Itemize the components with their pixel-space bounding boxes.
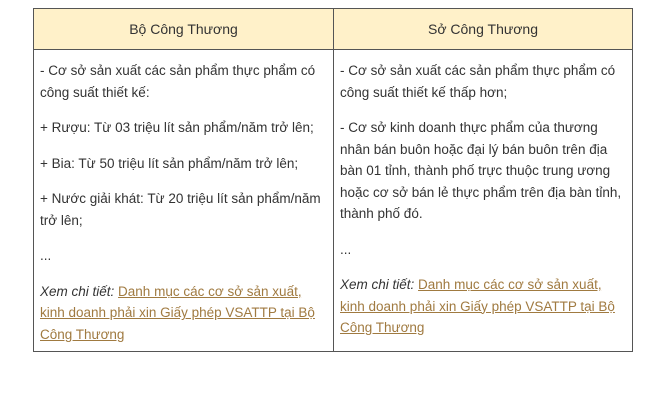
right-paragraph: ... bbox=[340, 241, 352, 257]
left-paragraph: + Bia: Từ 50 triệu lít sản phẩm/năm trở lên; bbox=[40, 155, 299, 171]
header-bo-cong-thuong: Bộ Công Thương bbox=[34, 9, 334, 50]
right-paragraph: - Cơ sở sản xuất các sản phẩm thực phẩm có công suất thiết kế thấp hơn; bbox=[340, 63, 616, 100]
left-paragraph: - Cơ sở sản xuất các sản phẩm thực phẩm có công suất thiết kế: bbox=[40, 63, 316, 100]
comparison-table bbox=[33, 8, 633, 352]
content-row bbox=[34, 50, 633, 352]
left-paragraph: ... bbox=[40, 248, 52, 263]
right-detail-link[interactable]: Danh mục các cơ sở sản xuất, kinh doanh phải xin Giấy phép VSATTP tại Bộ Công Thương bbox=[340, 277, 615, 335]
left-paragraph: + Rượu: Từ 03 triệu lít sản phẩm/năm trở lên; bbox=[40, 120, 314, 135]
header-so-cong-thuong: Sở Công Thương bbox=[334, 9, 633, 50]
left-detail-link[interactable]: Danh mục các cơ sở sản xuất, kinh doanh phải xin Giấy phép VSATTP tại Bộ Công Thương bbox=[40, 283, 315, 342]
left-see-more bbox=[40, 281, 327, 346]
left-see-more-label: Xem chi tiết: bbox=[40, 283, 115, 299]
right-see-more-label: Xem chi tiết: bbox=[340, 277, 415, 292]
header-row bbox=[34, 9, 633, 50]
right-paragraph: - Cơ sở kinh doanh thực phẩm của thương nhân bán buôn hoặc đại lý bán buôn trên địa bàn 01 tỉnh, thành phố trực thuộc trung ương hoặc cơ sở bán lẻ thực phẩm trên địa bàn tỉnh, thành phố đó. bbox=[340, 120, 622, 221]
left-paragraph: + Nước giải khát: Từ 20 triệu lít sản phẩm/năm trở lên; bbox=[40, 191, 321, 228]
right-cell bbox=[334, 50, 633, 352]
right-see-more bbox=[340, 274, 626, 339]
left-cell bbox=[34, 50, 334, 352]
